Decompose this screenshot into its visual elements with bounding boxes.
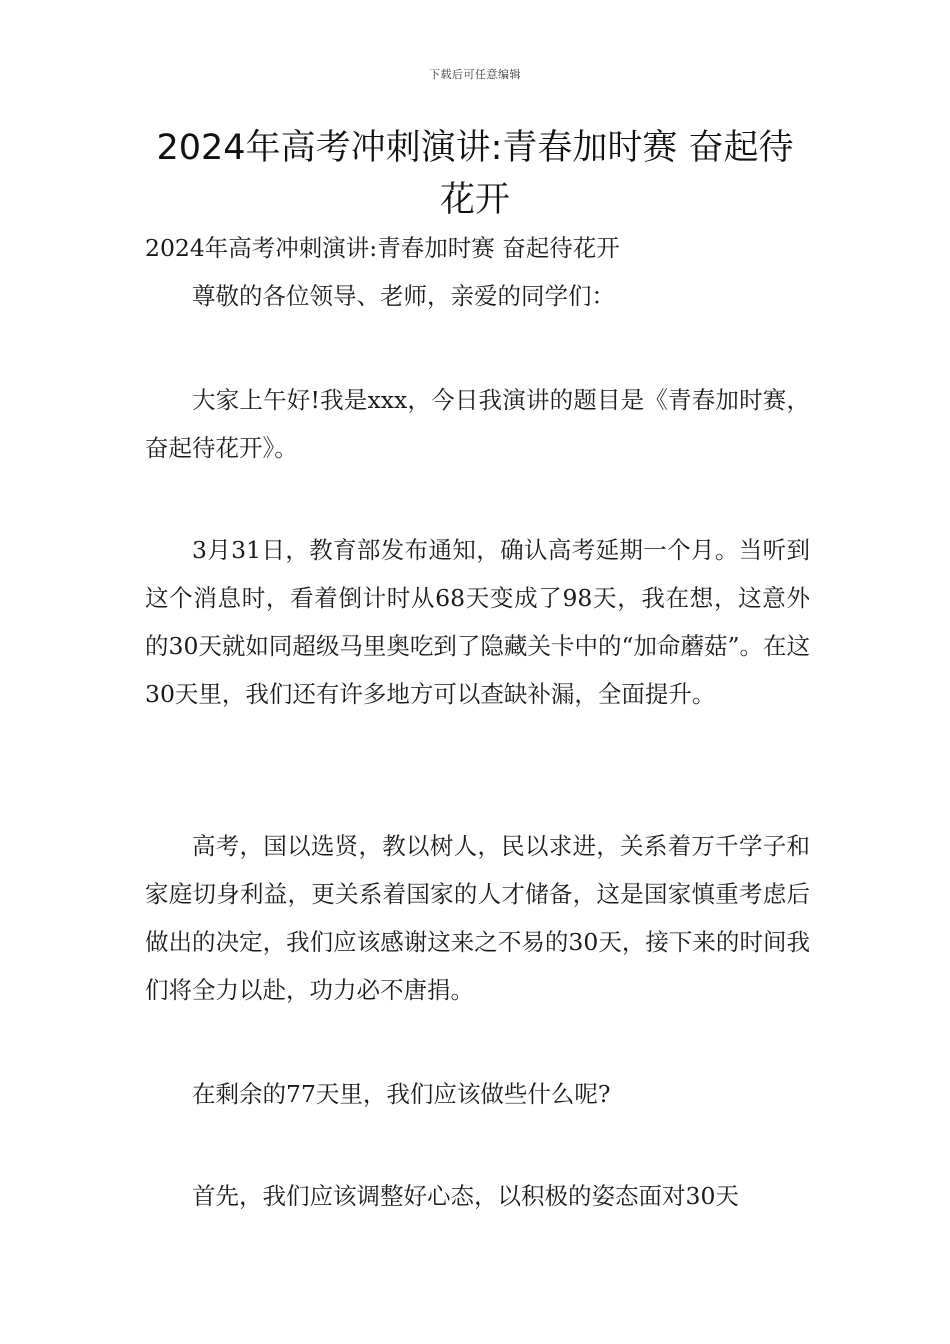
header-note: 下载后可任意编辑 — [429, 68, 521, 81]
paragraph-question: 在剩余的77天里，我们应该做些什么呢? — [192, 1080, 611, 1108]
paragraph-greeting: 尊敬的各位领导、老师，亲爱的同学们： — [192, 282, 615, 310]
document-subtitle: 2024年高考冲刺演讲:青春加时赛 奋起待花开 — [145, 234, 620, 262]
paragraph-significance: 高考，国以选贤，教以树人，民以求进，关系着万千学子和家庭切身利益，更关系着国家的人才储备，这是国家慎重考虑后做出的决定，我们应该感谢这来之不易的30天，接下来的时间我们将全力以赴，功力必不唐捐。 — [145, 832, 810, 1004]
document-title: 2024年高考冲刺演讲:青春加时赛 奋起待花开 — [156, 128, 794, 220]
paragraph-postponement: 3月31日，教育部发布通知，确认高考延期一个月。当听到这个消息时，看着倒计时从68天变成了98天，我在想，这意外的30天就如同超级马里奥吃到了隐藏关卡中的“加命蘑菇”。在这30天里，我们还有许多地方可以查缺补漏，全面提升。 — [145, 536, 810, 708]
paragraph-first-point: 首先，我们应该调整好心态，以积极的姿态面对30天 — [192, 1182, 739, 1210]
paragraph-introduction: 大家上午好!我是xxx，今日我演讲的题目是《青春加时赛，奋起待花开》。 — [145, 386, 810, 462]
